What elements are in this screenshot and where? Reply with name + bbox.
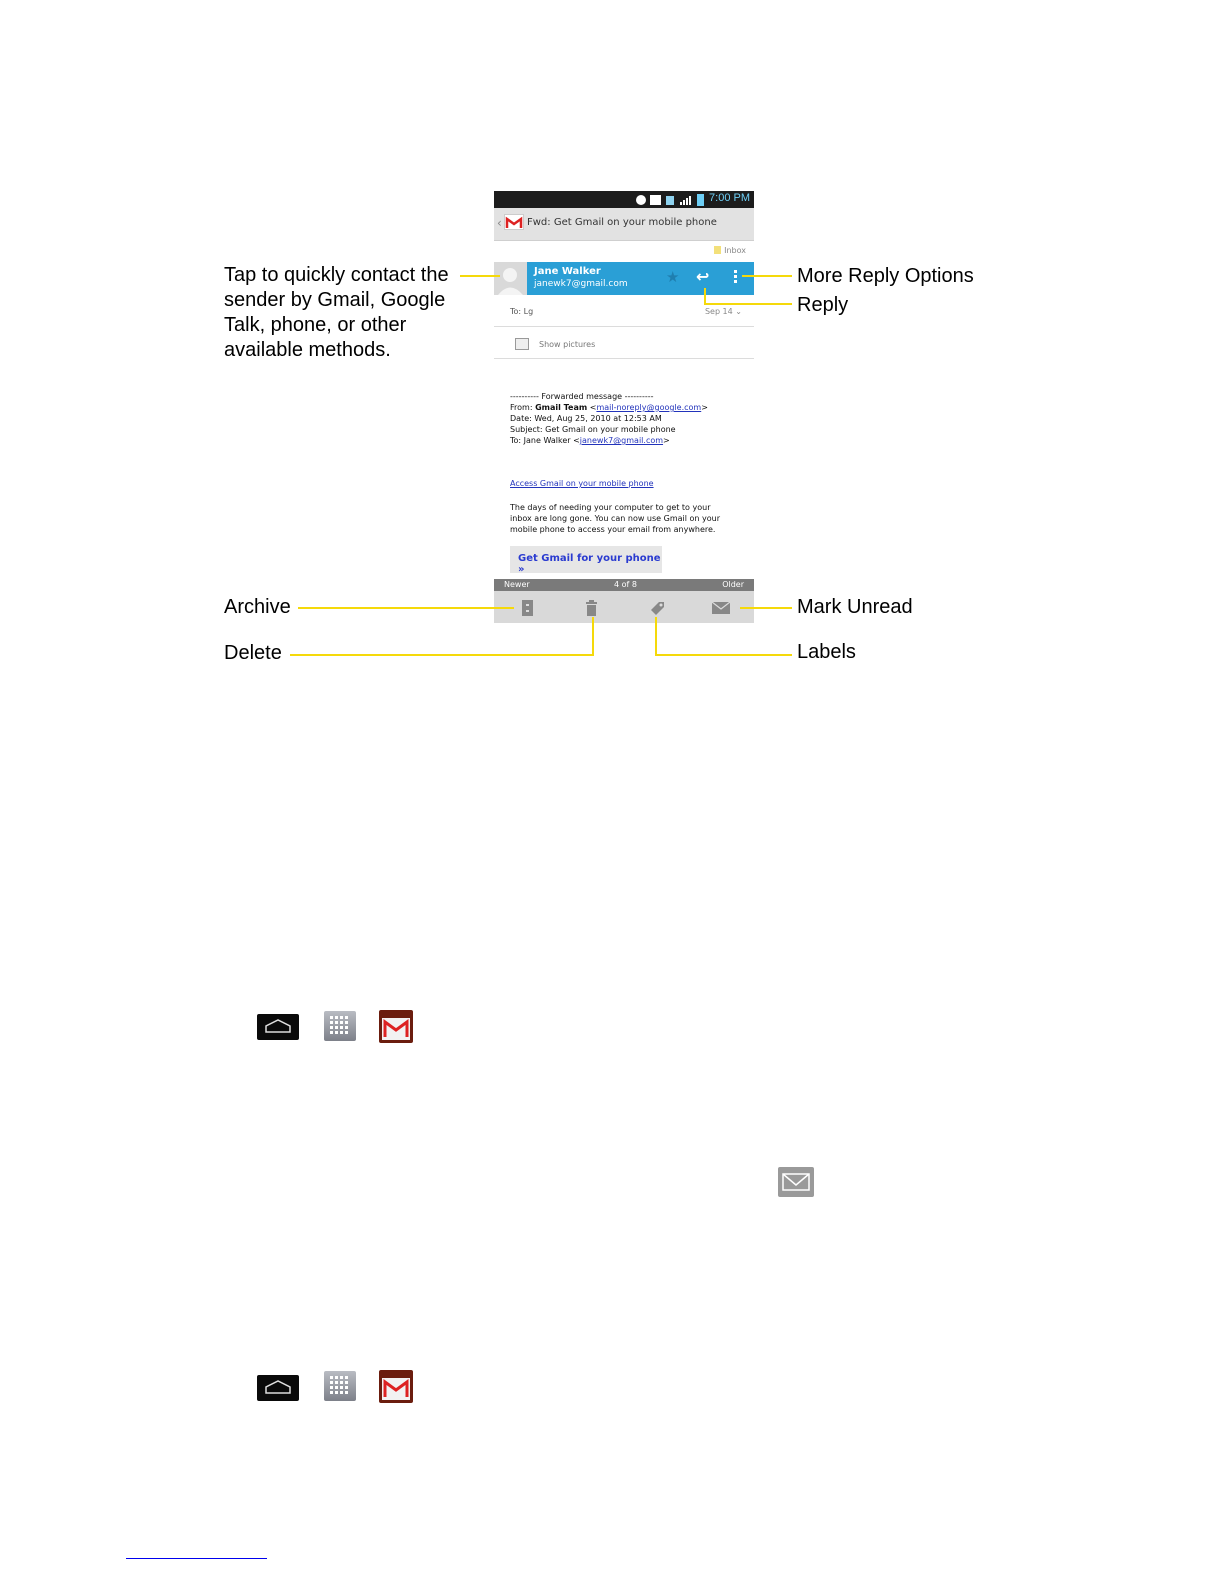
footnote-rule [126,1558,267,1559]
labels-callout: Labels [797,641,856,663]
message-nav-bar [494,579,754,591]
archive-callout-line [298,607,514,609]
gmail-screenshot [494,191,754,623]
sender-name: Jane Walker [534,266,601,277]
status-time: 7:00 PM [709,192,750,204]
inbox-label-text: Inbox [724,246,746,255]
contact-callout-line [460,275,500,277]
reply-callout-line [704,303,792,305]
message-count: 4 of 8 [614,580,637,589]
to-email-link[interactable]: janewk7@gmail.com [579,436,664,445]
archive-icon[interactable] [522,600,533,616]
trash-icon[interactable] [586,600,597,616]
star-icon[interactable]: ★ [666,268,680,286]
to-line: To: Lg [510,307,534,316]
from-label: From: [510,403,536,412]
to-label: To: Jane Walker < [510,436,580,445]
mark-unread-callout-line [740,607,792,609]
access-gmail-link[interactable]: Access Gmail on your mobile phone [510,479,654,488]
callout-text: Tap to quickly contact the [224,264,449,286]
gmail-app-icon [379,1010,413,1043]
from-line: From: Gmail Team <mail-noreply@google.com> [510,403,708,412]
callout-text: available methods. [224,339,391,361]
mark-unread-icon [778,1167,814,1197]
divider [494,358,754,359]
show-pictures[interactable]: Show pictures [539,340,596,349]
reply-callout: Reply [797,294,849,316]
callout-text: Talk, phone, or other [224,314,407,336]
label-tag-icon[interactable] [649,600,665,616]
mark-unread-icon[interactable] [712,602,730,614]
inbox-label[interactable] [714,246,746,255]
paragraph-line: mobile phone to access your email from anywhere. [510,525,716,534]
status-icons [636,194,716,206]
apps-icon [324,1011,356,1041]
delete-callout: Delete [224,642,282,664]
labels-callout-line [655,617,657,656]
newer-link[interactable]: Newer [504,580,530,589]
gmail-logo-icon [504,214,524,230]
delete-callout-line [592,617,594,656]
sender-email: janewk7@gmail.com [534,279,628,289]
date-text: Sep 14 [704,307,733,316]
reply-callout-line [704,288,706,304]
message-subject: Fwd: Get Gmail on your mobile phone [527,217,717,228]
mark-unread-callout: Mark Unread [797,596,913,618]
more-options-icon[interactable] [734,270,737,285]
label-icon [714,246,721,254]
more-options-callout-line [742,275,792,277]
avatar[interactable] [494,262,527,295]
status-bar [494,191,754,208]
forward-header: ---------- Forwarded message ---------- [510,392,654,401]
contact-callout [224,263,449,363]
message-date[interactable] [705,307,742,316]
divider [494,326,754,327]
get-gmail-button[interactable] [510,546,662,573]
more-reply-callout: More Reply Options [797,265,974,287]
action-bar [494,208,754,241]
chevron-down-icon: ⌄ [735,307,742,316]
from-name: Gmail Team [535,403,588,412]
labels-callout-line [655,654,792,656]
older-link[interactable]: Older [722,580,744,589]
date-line: Date: Wed, Aug 25, 2010 at 12:53 AM [510,414,662,423]
home-key-icon [257,1014,299,1040]
callout-text: sender by Gmail, Google [224,289,446,311]
home-key-icon [257,1375,299,1401]
bottom-action-bar [494,591,754,623]
archive-callout: Archive [224,596,291,618]
from-email-link[interactable]: mail-noreply@google.com [596,403,702,412]
to-recipient-line: To: Jane Walker <janewk7@gmail.com> [510,436,670,445]
subject-line: Subject: Get Gmail on your mobile phone [510,425,676,434]
back-chevron-icon[interactable]: ‹ [497,216,502,230]
delete-callout-line [290,654,594,656]
gmail-app-icon [379,1370,413,1403]
picture-icon [515,338,529,350]
reply-icon[interactable]: ↩ [696,267,710,286]
sender-header [494,262,754,295]
paragraph-line: The days of needing your computer to get to your [510,503,711,512]
get-gmail-label: Get Gmail for your phone » [518,553,661,575]
apps-icon [324,1371,356,1401]
paragraph-line: inbox are long gone. You can now use Gmail on your [510,514,721,523]
